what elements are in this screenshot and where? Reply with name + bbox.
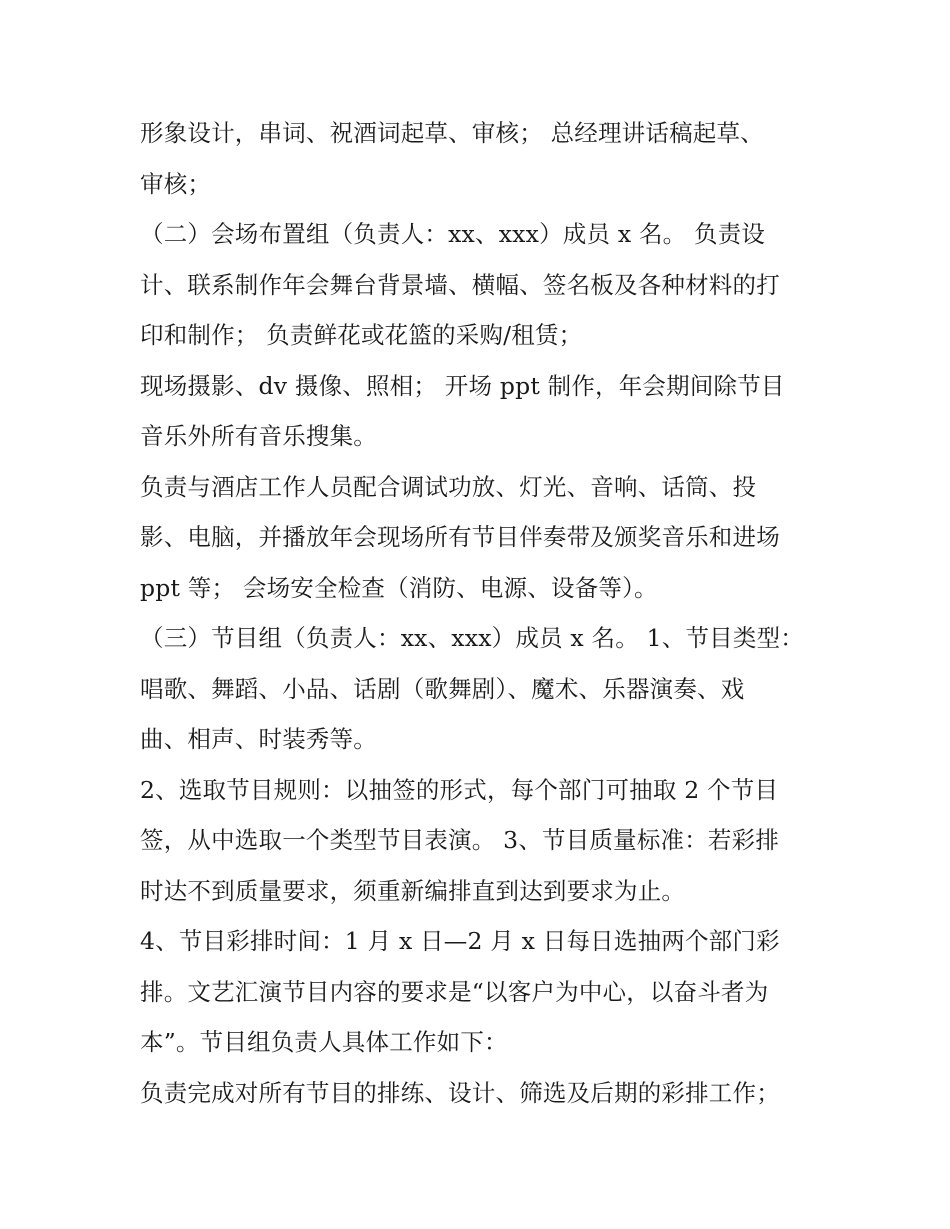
text-line: 负责完成对所有节目的排练、设计、筛选及后期的彩排工作； bbox=[140, 1078, 780, 1107]
text-line: 时达不到质量要求，须重新编排直到达到要求为止。 bbox=[140, 876, 686, 905]
text-line: 计、联系制作年会舞台背景墙、横幅、签名板及各种材料的打 bbox=[140, 270, 780, 299]
text-line: 现场摄影、dv 摄像、照相； 开场 ppt 制作，年会期间除节目 bbox=[140, 371, 785, 400]
text-line: ppt 等； 会场安全检查（消防、电源、设备等）。 bbox=[140, 573, 658, 602]
body-text bbox=[140, 108, 830, 1118]
text-line: 曲、相声、时装秀等。 bbox=[140, 725, 377, 753]
text-line: 排。文艺汇演节目内容的要求是“以客户为中心，以奋斗者为 bbox=[140, 977, 769, 1006]
text-line: 负责与酒店工作人员配合调试功放、灯光、音响、话筒、投 bbox=[140, 472, 757, 501]
text-line: 形象设计，串词、祝酒词起草、审核； 总经理讲话稿起草、 bbox=[140, 119, 764, 147]
text-line: 唱歌、舞蹈、小品、话剧（歌舞剧）、魔术、乐器演奏、戏 bbox=[140, 674, 745, 703]
text-line: 4、节目彩排时间：1 月 x 日—2 月 x 日每日选抽两个部门彩 bbox=[140, 927, 780, 955]
text-line: 印和制作； 负责鲜花或花篮的采购/租赁； bbox=[140, 321, 583, 349]
text-line: 音乐外所有音乐搜集。 bbox=[140, 422, 377, 450]
text-line: 本”。节目组负责人具体工作如下： bbox=[140, 1028, 508, 1056]
text-line: （三）节目组（负责人：xx、xxx）成员 x 名。 1、节目类型： bbox=[140, 624, 804, 652]
text-line: 审核； bbox=[140, 169, 212, 198]
text-line: 2、选取节目规则：以抽签的形式，每个部门可抽取 2 个节目 bbox=[140, 775, 779, 804]
text-line: 影、电脑，并播放年会现场所有节目伴奏带及颁奖音乐和进场 bbox=[140, 523, 780, 551]
text-line: （二）会场布置组（负责人：xx、xxx）成员 x 名。 负责设 bbox=[140, 220, 766, 248]
text-line: 签，从中选取一个类型节目表演。 3、节目质量标准：若彩排 bbox=[140, 826, 780, 854]
